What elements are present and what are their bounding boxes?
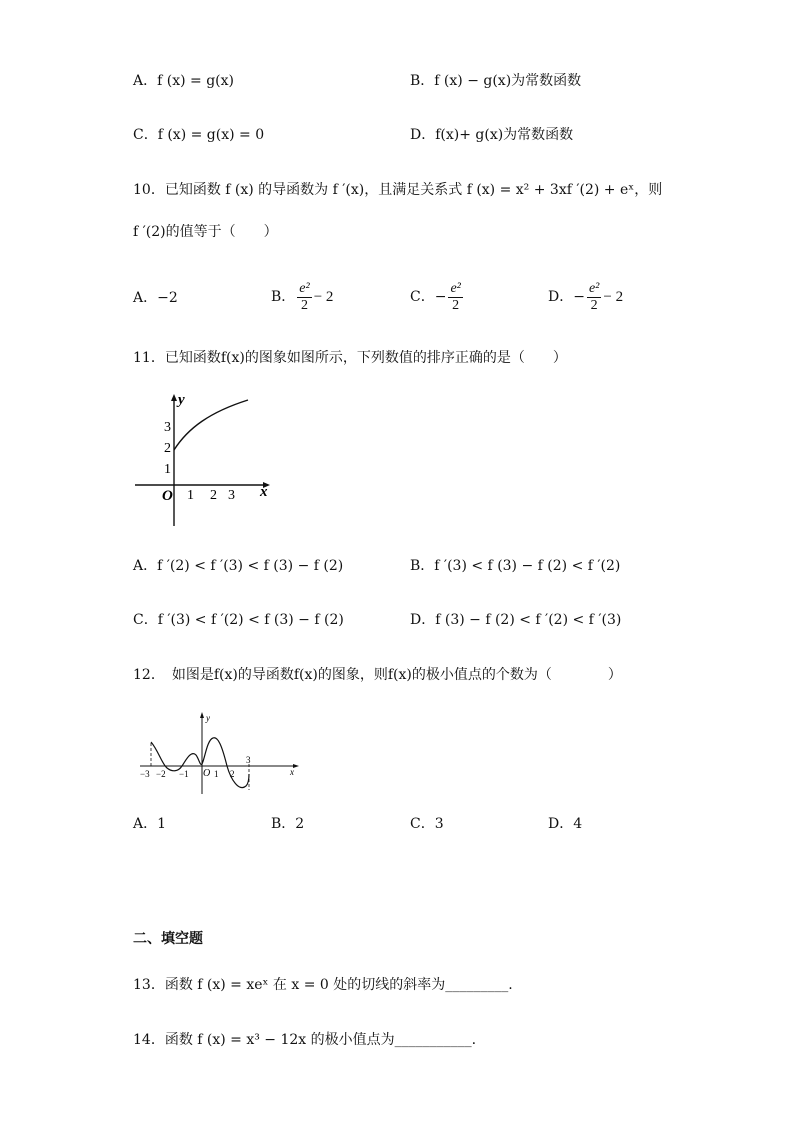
q12-option-c: C．3 <box>410 816 444 832</box>
q10-option-b-numerator: e² <box>299 280 310 296</box>
q12-x-label: x <box>290 767 294 777</box>
q12-y-axis-arrow <box>200 712 204 718</box>
q9-option-d: D．f(x)+ g(x)为常数函数 <box>410 127 574 143</box>
q10-option-b <box>271 275 333 319</box>
q9-option-b: B．f (x) − g(x)为常数函数 <box>410 73 582 89</box>
q11-y-label: y <box>178 392 185 408</box>
q11-option-b: B．f ′(3) < f (3) − f (2) < f ′(2) <box>410 558 621 574</box>
q13-text: 13．函数 f (x) = xeˣ 在 x = 0 处的切线的斜率为_________. <box>133 977 513 993</box>
q9-option-a: A．f (x) = g(x) <box>133 73 234 89</box>
q10-stem-line2: f ′(2)的值等于（ ） <box>133 224 278 240</box>
q11-y-tick-1: 1 <box>164 462 171 477</box>
q14-text: 14．函数 f (x) = x³ − 12x 的极小值点为___________. <box>133 1032 477 1048</box>
q11-y-tick-3: 3 <box>164 420 171 435</box>
q10-option-c-prefix: C．− <box>410 289 447 305</box>
q10-option-c-fraction <box>448 281 462 314</box>
q11-origin-label: O <box>162 488 173 504</box>
q10-option-d-suffix: − 2 <box>603 289 624 305</box>
q10-option-a: A．−2 <box>133 290 178 306</box>
q10-option-c-numerator: e² <box>450 280 461 296</box>
q12-x-tick-1: 1 <box>214 769 219 779</box>
q11-option-a: A．f ′(2) < f ′(3) < f (3) − f (2) <box>133 558 344 574</box>
q11-x-tick-1: 1 <box>187 488 194 503</box>
q10-option-d-denominator: 2 <box>590 297 598 313</box>
q10-option-b-fraction <box>297 281 311 314</box>
q11-x-tick-2: 2 <box>210 488 217 503</box>
q12-stem: 12． 如图是f(x)的导函数f(x)的图象，则f(x)的极小值点的个数为（ ） <box>133 667 622 683</box>
q12-x-tick-neg3: −3 <box>140 769 150 779</box>
q10-option-d-fraction <box>587 281 601 314</box>
q10-option-d-prefix: D．− <box>548 289 585 305</box>
section-title-fill-blank: 二、填空题 <box>133 931 203 947</box>
q12-option-d: D．4 <box>548 816 583 832</box>
q10-option-c-denominator: 2 <box>452 297 460 313</box>
q10-stem-line1: 10．已知函数 f (x) 的导函数为 f ′(x)，且满足关系式 f (x) = x² + 3xf ′(2) + eˣ，则 <box>133 182 663 198</box>
q10-option-b-suffix: − 2 <box>313 289 334 305</box>
q10-option-b-prefix: B． <box>271 289 296 305</box>
q12-origin-label: O <box>203 768 211 779</box>
q10-option-d <box>548 275 623 319</box>
q10-option-c <box>410 275 465 319</box>
q12-x-tick-neg1: −1 <box>179 769 189 779</box>
q12-option-b: B．2 <box>271 816 305 832</box>
q12-y-label: y <box>206 713 210 723</box>
q12-x-tick-2: 2 <box>230 769 235 779</box>
q11-x-label: x <box>260 484 268 500</box>
q12-x-mark-3: 3 <box>246 755 251 765</box>
q10-option-b-denominator: 2 <box>301 297 308 313</box>
q11-y-axis-arrow <box>171 394 177 401</box>
q12-x-tick-neg2: −2 <box>156 769 166 779</box>
q11-x-tick-3: 3 <box>228 488 235 503</box>
q12-derivative-graph <box>138 706 303 796</box>
q11-option-d: D．f (3) − f (2) < f ′(2) < f ′(3) <box>410 612 622 628</box>
q9-option-c: C．f (x) = g(x) = 0 <box>133 127 265 143</box>
q12-curve <box>151 738 249 788</box>
q11-curve <box>174 400 248 450</box>
q10-option-d-numerator: e² <box>588 280 600 296</box>
q11-y-tick-2: 2 <box>164 441 171 456</box>
q11-function-graph <box>130 388 280 528</box>
q12-option-a: A．1 <box>133 816 167 832</box>
q11-option-c: C．f ′(3) < f ′(2) < f (3) − f (2) <box>133 612 344 628</box>
q11-stem: 11．已知函数f(x)的图象如图所示，下列数值的排序正确的是（ ） <box>133 350 567 366</box>
